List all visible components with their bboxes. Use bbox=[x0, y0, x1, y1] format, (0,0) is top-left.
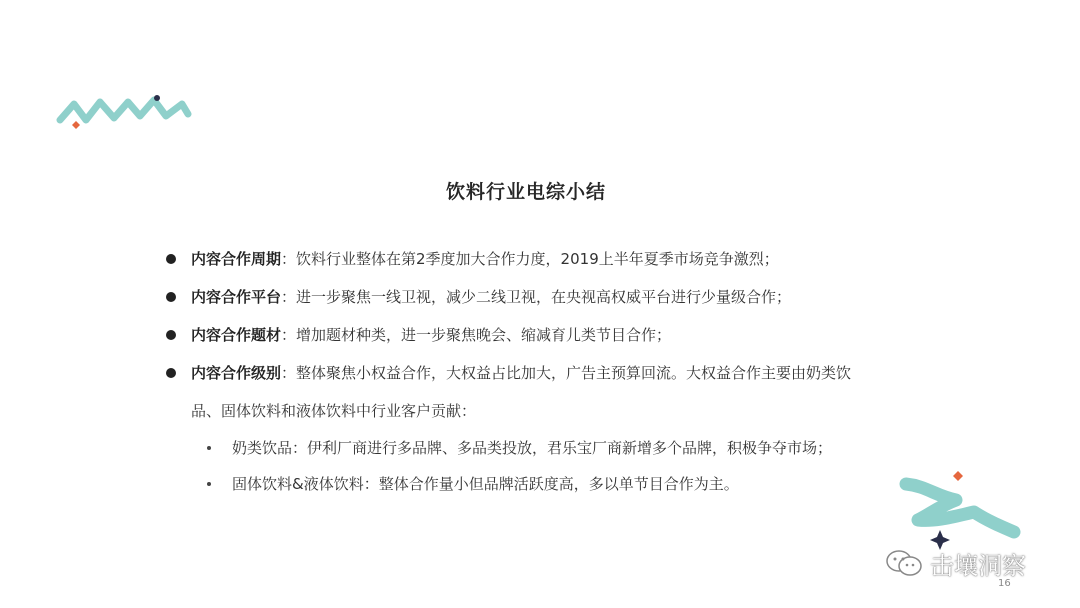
bullet-label: 内容合作题材 bbox=[191, 326, 282, 344]
bullet-text: ：饮料行业整体在第2季度加大合作力度，2019上半年夏季市场竞争激烈； bbox=[281, 250, 779, 268]
bullet-text: ：整体聚焦小权益合作，大权益占比加大，广告主预算回流。大权益合作主要由奶类饮 bbox=[281, 364, 852, 382]
sub-bullet-item bbox=[166, 466, 906, 502]
bullet-dot-icon bbox=[166, 254, 176, 264]
bullet-text: ：增加题材种类，进一步聚焦晚会、缩减育儿类节目合作； bbox=[281, 326, 672, 344]
sub-bullet-dot-icon bbox=[207, 482, 211, 486]
sub-bullet-item bbox=[166, 430, 906, 466]
bullet-item bbox=[166, 316, 906, 354]
bullet-label: 内容合作级别 bbox=[191, 364, 282, 382]
sub-bullet-text: 奶类饮品：伊利厂商进行多品牌、多品类投放，君乐宝厂商新增多个品牌，积极争夺市场； bbox=[232, 439, 833, 457]
bullet-dot-icon bbox=[166, 330, 176, 340]
bullet-text: ：进一步聚焦一线卫视，减少二线卫视，在央视高权威平台进行少量级合作； bbox=[281, 288, 792, 306]
bullet-dot-icon bbox=[166, 292, 176, 302]
zigzag-decoration-icon bbox=[56, 92, 192, 132]
bullet-label: 内容合作平台 bbox=[191, 288, 282, 306]
bullet-item bbox=[166, 354, 906, 430]
star-orange-icon bbox=[953, 471, 963, 481]
dot-navy-icon bbox=[154, 95, 160, 101]
bullet-item bbox=[166, 278, 906, 316]
bullet-text-continued: 品、固体饮料和液体饮料中行业客户贡献： bbox=[191, 402, 477, 420]
bullet-label: 内容合作周期 bbox=[191, 250, 282, 268]
wechat-icon bbox=[884, 548, 924, 578]
diamond-orange-icon bbox=[72, 121, 80, 129]
sub-bullet-dot-icon bbox=[207, 446, 211, 450]
bullet-item bbox=[166, 240, 906, 278]
sub-bullet-text: 固体饮料&液体饮料：整体合作量小但品牌活跃度高，多以单节目合作为主。 bbox=[232, 475, 739, 493]
watermark-text: 击壤洞察 bbox=[930, 551, 1026, 580]
watermark bbox=[884, 546, 1026, 580]
bullet-dot-icon bbox=[166, 368, 176, 378]
bullet-list bbox=[166, 240, 906, 502]
slide-title: 饮料行业电综小结 bbox=[445, 181, 606, 203]
page-number: 16 bbox=[998, 578, 1011, 589]
wave-decoration-icon bbox=[896, 466, 1022, 552]
